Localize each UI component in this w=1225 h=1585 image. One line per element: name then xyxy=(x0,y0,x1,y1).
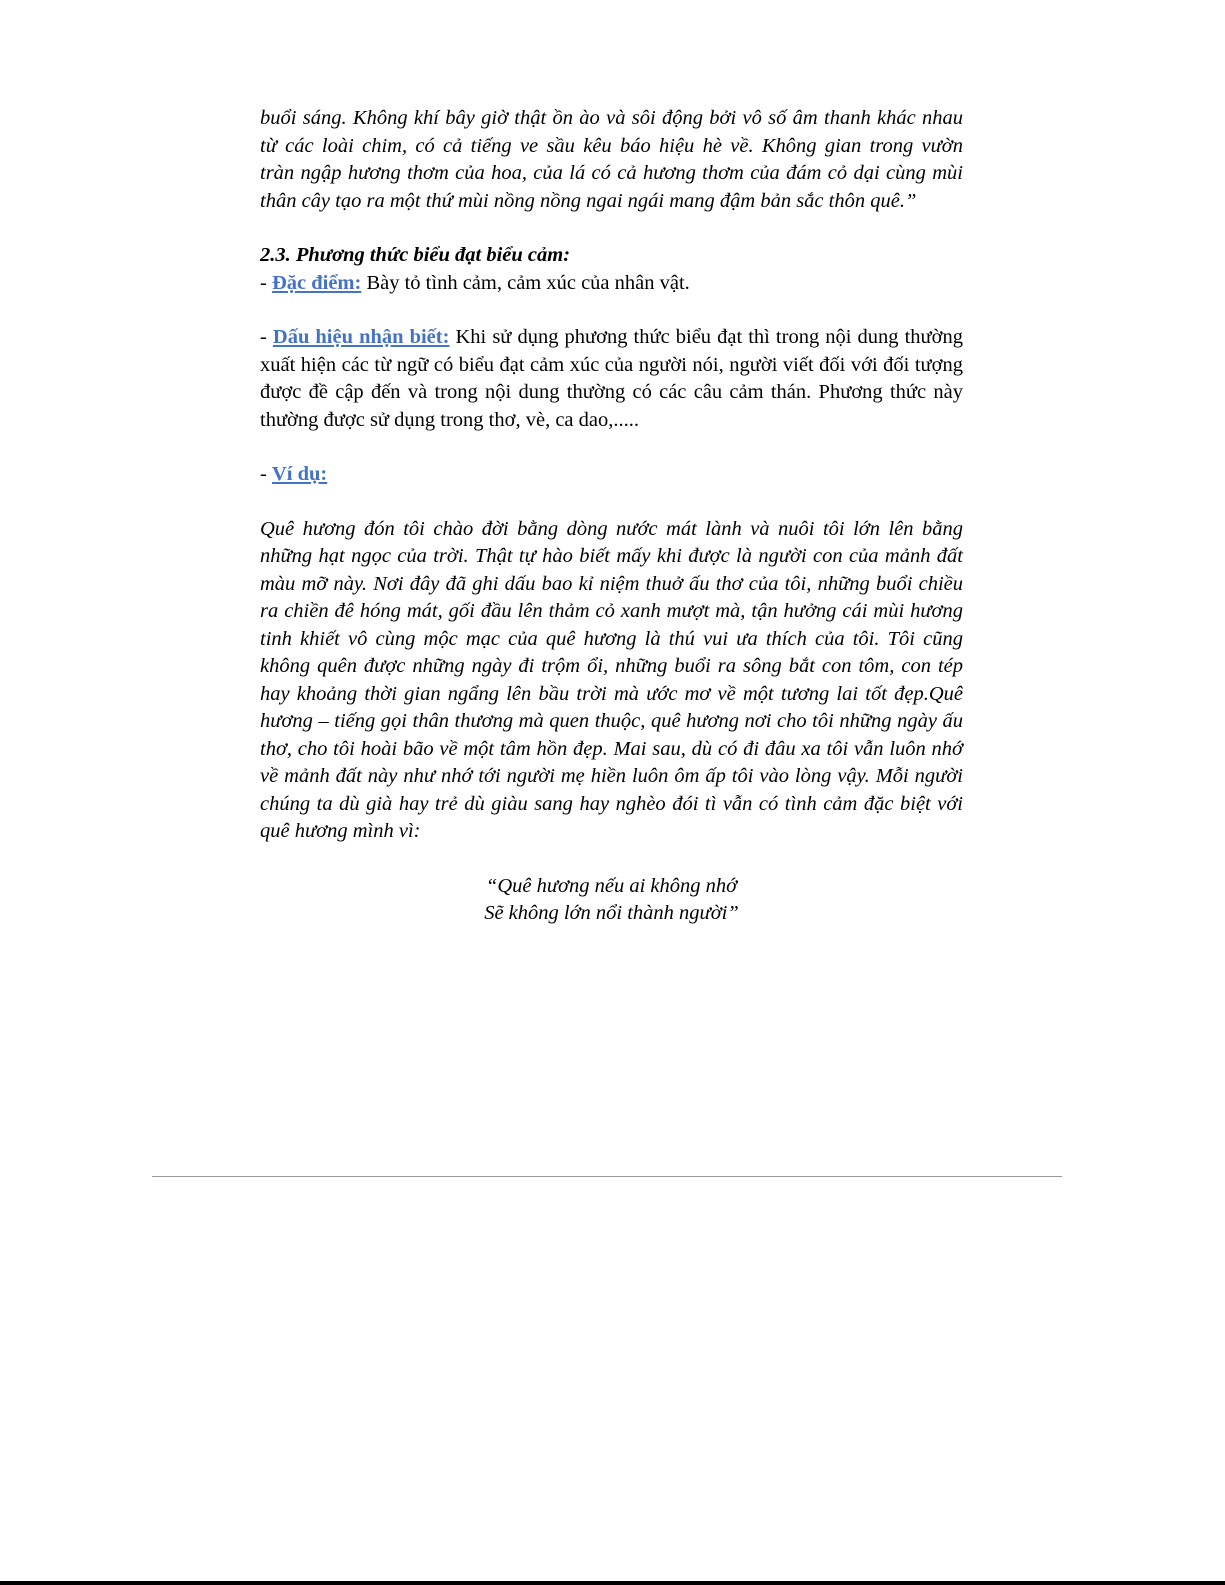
feature-dash: - xyxy=(260,271,272,294)
page-divider xyxy=(152,1176,1062,1177)
intro-quote-line: thân cây tạo ra một thứ mùi nồng nồng ngai ngái mang đậm bản sắc thôn quê.” xyxy=(260,189,917,212)
example-dash: - xyxy=(260,463,272,485)
feature-text: Bày tỏ tình cảm, cảm xúc của nhân vật. xyxy=(361,271,690,294)
signs-text: Khi sử dụng phương thức biểu đạt thì trong nội dung thường xuất hiện các từ ngữ có biểu đạt cảm xúc của người nói, người viết đối với đối tượng được đề cập đến và trong nội dung thường có các câu cảm thán. Phương thức này thường được sử dụng trong thơ, vè, ca dao,..... xyxy=(260,326,963,431)
feature-label-link[interactable]: Đặc điểm: xyxy=(271,271,362,294)
intro-quote-line: từ các loài chim, có cả tiếng ve sầu kêu báo hiệu hè về. Không gian trong vườn xyxy=(260,134,963,157)
intro-quote-line: buổi sáng. Không khí bây giờ thật ồn ào và sôi động bởi vô số âm thanh khác nhau xyxy=(260,107,963,129)
poem-line-2: Sẽ không lớn nổi thành người” xyxy=(484,902,739,924)
bottom-edge-bar xyxy=(0,1581,1225,1585)
example-label-link[interactable]: Ví dụ: xyxy=(271,463,328,485)
page-content xyxy=(260,105,963,928)
feature-paragraph xyxy=(260,270,963,298)
example-passage: Quê hương đón tôi chào đời bằng dòng nước mát lành và nuôi tôi lớn lên bằng những hạt ngọc của trời. Thật tự hào biết mấy khi được là người con của mảnh đất màu mỡ này. Nơi đây đã ghi dấu bao kỉ niệm thuở ấu thơ của tôi, những buổi chiều ra chiền đê hóng mát, gối đầu lên thảm cỏ xanh mượt mà, tận hưởng cái mùi hương tinh khiết vô cùng mộc mạc của quê hương là thú vui ưa thích của tôi. Tôi cũng không quên được những ngày đi trộm ổi, những buổi ra sông bắt con tôm, con tép hay khoảng thời gian ngẩng lên bầu trời mà ước mơ về một tương lai tốt đẹp.Quê hương – tiếng gọi thân thương mà quen thuộc, quê hương nơi cho tôi những ngày ấu thơ, cho tôi hoài bão về một tâm hồn đẹp. Mai sau, dù có đi đâu xa tôi vẫn luôn nhớ về mảnh đất này như nhớ tới người mẹ hiền luôn ôm ấp tôi vào lòng vậy. Mỗi người chúng ta dù già hay trẻ dù giàu sang hay nghèo đói tì vẫn có tình cảm đặc biệt với quê hương mình vì: xyxy=(260,517,963,842)
signs-dash: - xyxy=(260,326,273,348)
intro-quote xyxy=(260,105,963,215)
poem xyxy=(260,873,963,928)
intro-quote-line: tràn ngập hương thơm của hoa, của lá có cả hương thơm của đám cỏ dại cùng mùi xyxy=(260,162,963,184)
signs-label-link[interactable]: Dấu hiệu nhận biết: xyxy=(272,326,450,348)
section-heading: 2.3. Phương thức biểu đạt biểu cảm: xyxy=(260,244,571,266)
example-paragraph xyxy=(260,461,963,489)
signs-paragraph xyxy=(260,324,963,434)
poem-line-1: “Quê hương nếu ai không nhớ xyxy=(485,874,738,897)
